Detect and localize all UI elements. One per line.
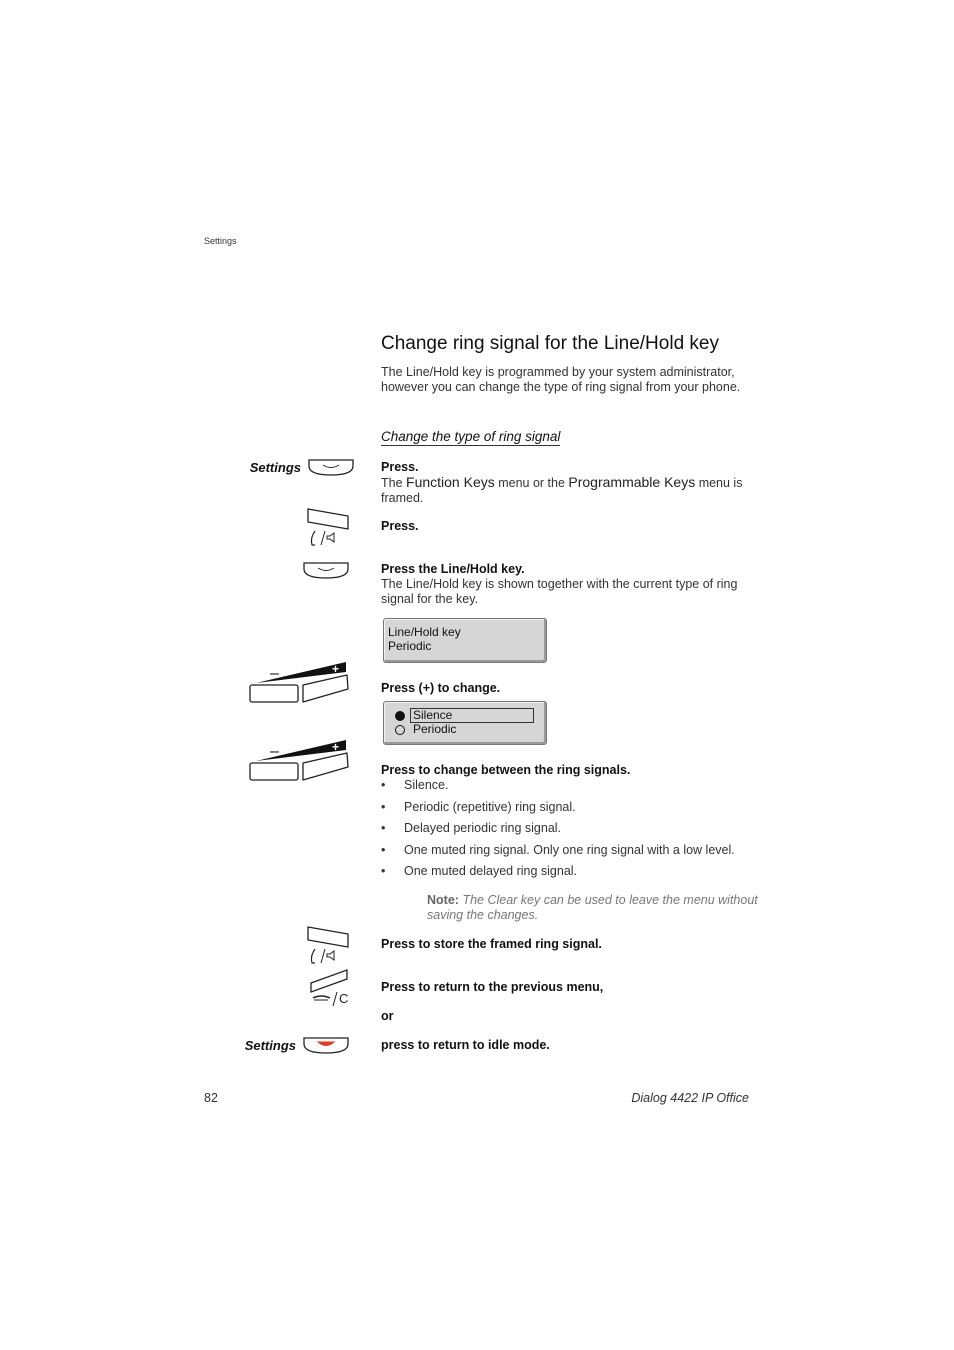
- step-5-action: Press to change between the ring signals.: [381, 763, 631, 777]
- clear-letter-icon: C: [339, 991, 349, 1006]
- ring-option-silence: [395, 708, 534, 723]
- page-number: 82: [204, 1091, 218, 1105]
- step-3-action: Press the Line/Hold key.: [381, 562, 525, 576]
- or-separator: or: [381, 1009, 394, 1023]
- note-text: The Clear key can be used to leave the menu without saving the changes.: [427, 893, 758, 922]
- list-item: • One muted ring signal. Only one ring signal with a low level.: [381, 843, 761, 865]
- menu-name-function-keys: Function Keys: [406, 474, 495, 490]
- product-name: Dialog 4422 IP Office: [631, 1091, 749, 1105]
- line-hold-key-icon: [302, 561, 350, 581]
- ring-option-label: Silence: [410, 708, 534, 723]
- note: [427, 893, 767, 923]
- step-6-action: Press to store the framed ring signal.: [381, 937, 602, 951]
- step-1-description: The Function Keys menu or the Programmable Keys menu is framed.: [381, 474, 743, 505]
- phone-display-line-hold: [383, 618, 547, 663]
- list-item: • Delayed periodic ring signal.: [381, 821, 761, 843]
- minus-icon: –: [270, 665, 279, 682]
- plus-icon: +: [332, 740, 340, 754]
- settings-key-icon: [307, 458, 355, 478]
- step-8-action: press to return to idle mode.: [381, 1038, 550, 1052]
- minus-icon: –: [270, 743, 279, 760]
- ring-signal-list: [381, 778, 761, 886]
- radio-selected-icon: [395, 711, 405, 721]
- settings-key-label: Settings: [244, 1038, 296, 1053]
- volume-keys-icon: [248, 736, 352, 784]
- clear-key-icon: [309, 968, 353, 1010]
- ring-option-label: Periodic: [413, 722, 457, 736]
- list-item: • Periodic (repetitive) ring signal.: [381, 800, 761, 822]
- menu-name-programmable-keys: Programmable Keys: [568, 474, 696, 490]
- list-item: • One muted delayed ring signal.: [381, 864, 761, 886]
- phone-display-ring-options: [383, 701, 547, 745]
- radio-unselected-icon: [395, 725, 405, 735]
- yes-key-icon: [306, 507, 352, 549]
- volume-keys-icon: [248, 658, 352, 706]
- settings-key-red-icon: [302, 1036, 350, 1056]
- section-header: Settings: [204, 236, 237, 246]
- yes-key-icon: [306, 925, 352, 967]
- intro-text: The Line/Hold key is programmed by your system administrator, however you can change the type of ring signal from your phone.: [381, 365, 741, 394]
- note-label: Note:: [427, 893, 459, 907]
- display-line-2: Periodic: [388, 639, 432, 653]
- step-7-action: Press to return to the previous menu,: [381, 980, 604, 994]
- list-item: • Silence.: [381, 778, 761, 800]
- plus-icon: +: [332, 662, 340, 676]
- step-3-description: The Line/Hold key is shown together with the current type of ring signal for the key.: [381, 577, 738, 606]
- step-2-action: Press.: [381, 519, 419, 533]
- display-line-1: Line/Hold key: [388, 625, 461, 639]
- section-subheading: Change the type of ring signal: [381, 429, 561, 444]
- ring-option-periodic: [395, 723, 459, 736]
- step-4-action: Press (+) to change.: [381, 681, 501, 695]
- page-title: Change ring signal for the Line/Hold key: [381, 333, 719, 354]
- step-1-action: Press.: [381, 460, 419, 474]
- settings-key-label: Settings: [249, 460, 301, 475]
